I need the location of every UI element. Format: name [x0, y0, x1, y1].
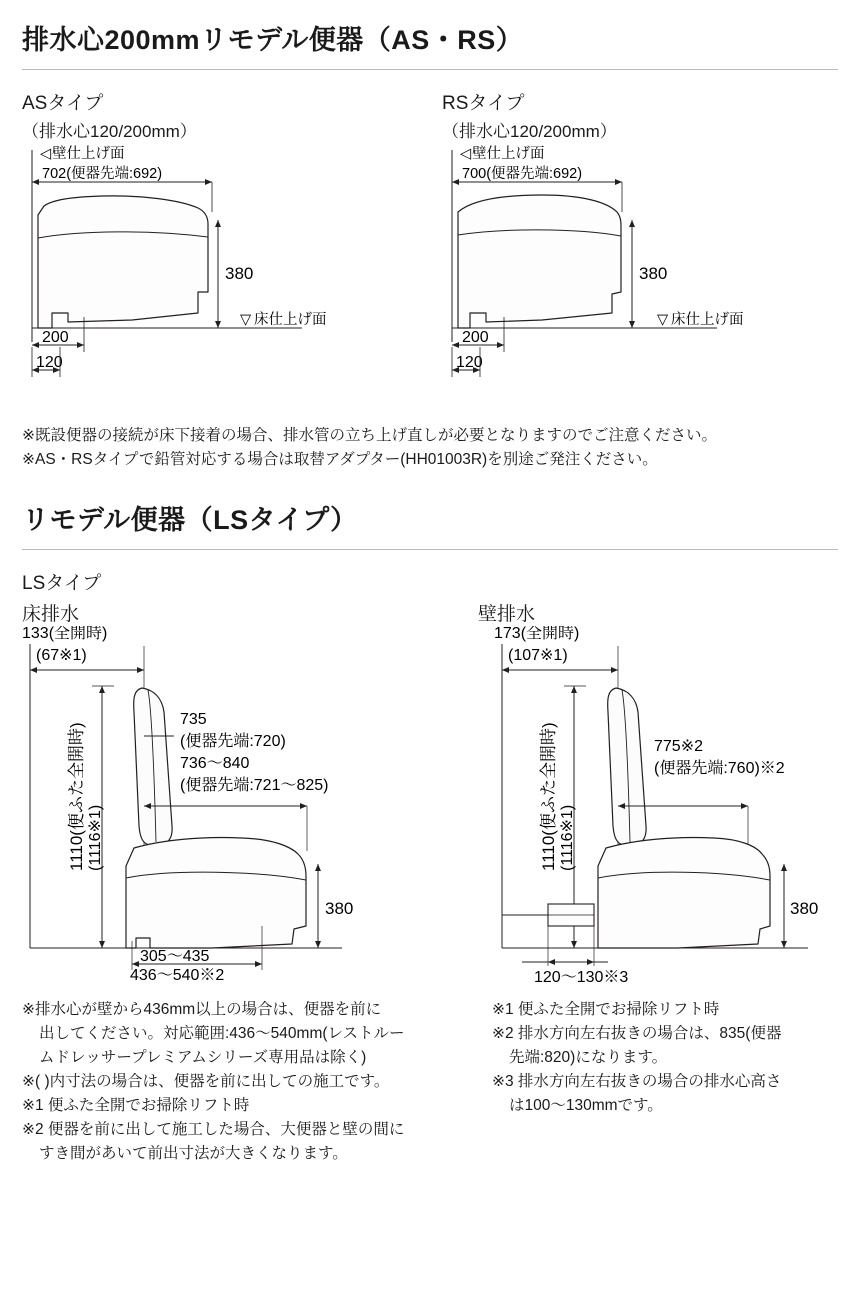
as-height-dim: 380 [225, 264, 254, 283]
ls-notes-left [22, 998, 492, 1166]
rs-base-dim: 200 [462, 329, 489, 346]
rs-type-label: RSタイプ [442, 93, 525, 114]
as-wall-label: 壁仕上げ面 [52, 146, 125, 162]
diagram-rs [442, 88, 842, 432]
ls-wall-top-dim2: (107※1) [508, 647, 568, 665]
note-line: 先端:820)になります。 [509, 1049, 668, 1067]
section-title-ls: リモデル便器（LSタイプ） [22, 505, 358, 536]
note-line: ※3 排水方向左右抜きの場合の排水心高さ [492, 1073, 782, 1091]
note-line: ※1 便ふた全開でお掃除リフト時 [22, 1097, 250, 1115]
ls-floor-top-dim: 133(全開時) [22, 626, 108, 643]
ls-wall-lid-dim2: (1116※1) [559, 804, 576, 872]
rs-toilet-drawing [442, 142, 842, 432]
ls-floor-depth2: 736〜840 [180, 755, 250, 773]
diagram-ls-floor [22, 599, 478, 996]
ls-floor-lid-dim: 1110(便ふた全開時) [67, 722, 86, 872]
divider [22, 549, 838, 550]
rs-low-dim: 120 [456, 354, 483, 371]
divider [22, 69, 838, 70]
ls-floor-base-dim: 305〜435 [140, 948, 210, 966]
as-type-sub: （排水心120/200mm） [22, 122, 197, 141]
ls-floor-depth1-sub: (便器先端:720) [180, 733, 286, 751]
ls-floor-top-dim2: (67※1) [36, 647, 87, 665]
ls-floor-drawing [22, 626, 477, 996]
ls-wall-depth1-sub: (便器先端:760)※2 [654, 760, 785, 778]
note-line: ※( )内寸法の場合は、便器を前に出しての施工です。 [22, 1073, 390, 1091]
ls-wall-base-dim: 120〜130※3 [534, 969, 629, 987]
rs-type-sub: （排水心120/200mm） [442, 122, 617, 141]
diagram-ls-wall [478, 599, 838, 996]
rs-top-dim: 700(便器先端:692) [462, 166, 583, 182]
ls-floor-depth1: 735 [180, 711, 207, 729]
ls-floor-depth2-sub: (便器先端:721〜825) [180, 777, 329, 795]
ls-type-label: LSタイプ [22, 573, 102, 595]
svg-text:▽: ▽ [657, 312, 669, 328]
section-as-rs [22, 0, 838, 472]
as-floor-label: 床仕上げ面 [254, 312, 327, 328]
ls-wall-label: 壁排水 [478, 604, 536, 626]
as-toilet-drawing [22, 142, 442, 432]
note-line: ※既設便器の接続が床下接着の場合、排水管の立ち上げ直しが必要となりますのでご注意ください。 [22, 427, 717, 444]
note-line: ※1 便ふた全開でお掃除リフト時 [492, 1001, 720, 1019]
rs-floor-label: 床仕上げ面 [671, 312, 744, 328]
svg-text:◁: ◁ [40, 146, 52, 162]
svg-text:◁: ◁ [460, 146, 472, 162]
note-line: ※2 排水方向左右抜きの場合は、835(便器 [492, 1025, 782, 1043]
note-line: ムドレッサープレミアムシリーズ専用品は除く) [39, 1049, 367, 1067]
ls-floor-base-dim2: 436〜540※2 [130, 967, 225, 985]
note-line: ※排水心が壁から436mm以上の場合は、便器を前に [22, 1001, 382, 1019]
ls-wall-lid-dim: 1110(便ふた全開時) [539, 722, 558, 872]
ls-wall-drawing [478, 626, 838, 996]
as-type-label: ASタイプ [22, 93, 104, 114]
ls-wall-depth1: 775※2 [654, 738, 703, 756]
section-ls [22, 494, 838, 1166]
ls-wall-height-dim: 380 [790, 899, 819, 919]
ls-notes-right [492, 998, 822, 1166]
note-line: すき間があいて前出寸法が大きくなります。 [39, 1145, 348, 1163]
ls-wall-top-dim: 173(全開時) [494, 626, 580, 643]
note-line: 出してください。対応範囲:436〜540mm(レストルー [39, 1025, 405, 1043]
svg-text:▽: ▽ [240, 312, 252, 328]
rs-wall-label: 壁仕上げ面 [472, 146, 545, 162]
section-title-as-rs: 排水心200mmリモデル便器（AS・RS） [22, 25, 524, 55]
note-line: は100〜130mmです。 [509, 1097, 663, 1115]
diagram-as [22, 88, 442, 432]
note-line: ※2 便器を前に出して施工した場合、大便器と壁の間に [22, 1121, 405, 1139]
ls-floor-lid-dim2: (1116※1) [87, 804, 104, 872]
rs-height-dim: 380 [639, 264, 668, 283]
ls-floor-label: 床排水 [22, 604, 80, 626]
as-low-dim: 120 [36, 354, 63, 371]
as-base-dim: 200 [42, 329, 69, 346]
note-line: ※AS・RSタイプで鉛管対応する場合は取替アダプター(HH01003R)を別途ご発注ください。 [22, 451, 658, 469]
as-top-dim: 702(便器先端:692) [42, 166, 163, 182]
ls-floor-height-dim: 380 [325, 899, 354, 919]
